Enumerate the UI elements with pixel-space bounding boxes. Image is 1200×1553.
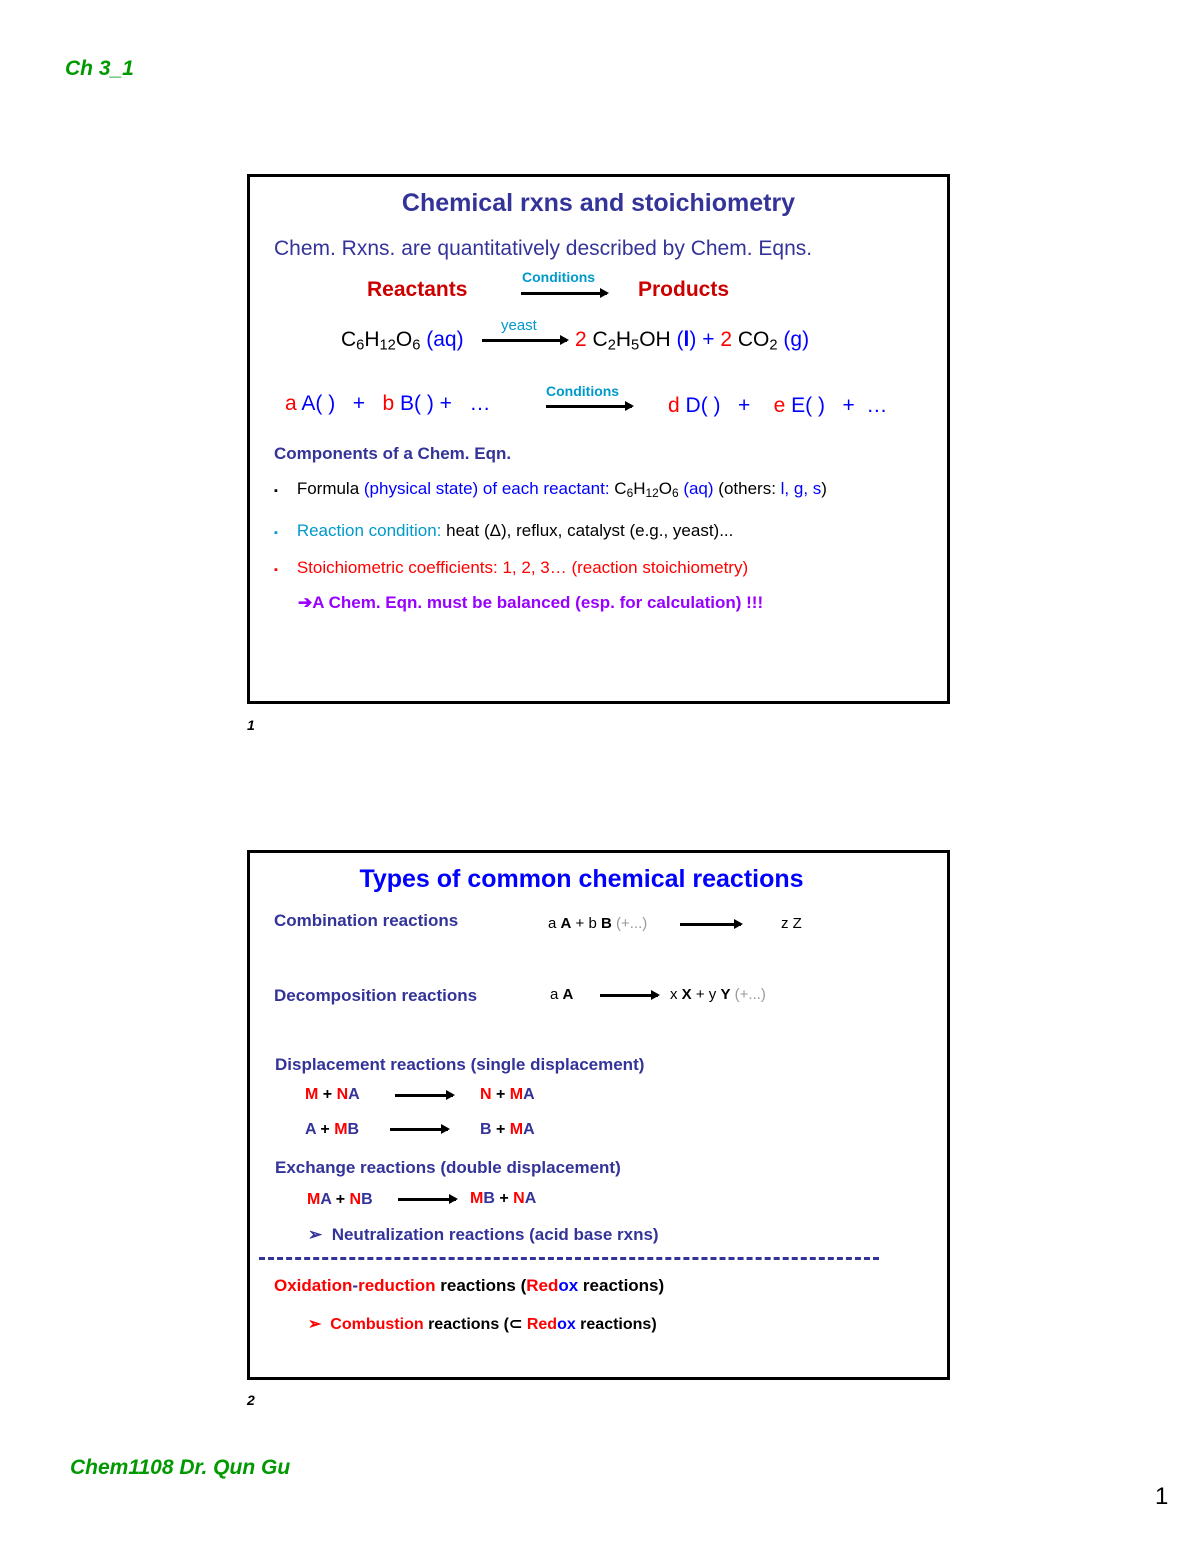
displacement-arrow-2 <box>390 1128 448 1131</box>
decomposition-reactant: a A <box>550 986 574 1003</box>
exchange-arrow <box>398 1198 456 1201</box>
general-reactants: a A( ) + b B( ) + … <box>285 392 491 415</box>
displacement-eq1-left: M + NA <box>305 1086 360 1103</box>
general-products: d D( ) + e E( ) + … <box>668 394 888 417</box>
chapter-label: Ch 3_1 <box>65 57 134 80</box>
decomposition-arrow <box>600 994 658 997</box>
pointer-icon: ➢ <box>308 1225 323 1244</box>
decomposition-products: x X + y Y (+...) <box>670 986 766 1003</box>
redox-label: Oxidation-reduction reactions (Redox reactions) <box>274 1276 665 1295</box>
displacement-eq1-right: N + MA <box>480 1086 535 1103</box>
conditions-label-2: Conditions <box>546 383 620 399</box>
displacement-arrow-1 <box>395 1094 453 1097</box>
exchange-label: Exchange reactions (double displacement) <box>275 1158 621 1177</box>
decomposition-label: Decomposition reactions <box>274 986 478 1005</box>
exchange-eq-right: MB + NA <box>470 1190 537 1207</box>
bullet-marker: ▪ <box>274 485 278 497</box>
exchange-eq-left: MA + NB <box>307 1191 373 1208</box>
slide-1 <box>247 174 950 704</box>
reactants-label: Reactants <box>367 278 468 301</box>
slide-2-number: 2 <box>247 1392 255 1408</box>
balanced-conclusion: ➔A Chem. Eqn. must be balanced (esp. for calculation) !!! <box>298 593 764 612</box>
slide-2 <box>247 850 950 1380</box>
combination-label: Combination reactions <box>274 911 459 930</box>
yeast-label: yeast <box>501 317 537 334</box>
conditions-label: Conditions <box>522 269 596 285</box>
slide-2-title: Types of common chemical reactions <box>359 865 804 893</box>
general-arrow <box>546 405 632 408</box>
pointer-icon: ➢ <box>308 1316 322 1333</box>
slide-1-title: Chemical rxns and stoichiometry <box>401 189 796 217</box>
combustion-item: ➢ Combustion reactions (⊂ Redox reactions) <box>308 1316 657 1333</box>
neutralization-item: ➢ Neutralization reactions (acid base rxns) <box>308 1225 659 1244</box>
products-label: Products <box>638 278 730 301</box>
components-heading: Components of a Chem. Eqn. <box>274 444 512 463</box>
page-number: 1 <box>1155 1483 1169 1510</box>
yeast-arrow <box>482 339 567 342</box>
combination-arrow <box>680 923 741 926</box>
reaction-arrow <box>521 292 607 295</box>
glucose-formula: $C_6H_{12}O_6$ (aq) <box>341 328 464 354</box>
displacement-eq2-right: B + MA <box>480 1121 535 1138</box>
slide-1-number: 1 <box>247 717 255 733</box>
author-footer: Chem1108 Dr. Qun Gu <box>70 1456 291 1479</box>
bullet-stoichiometry: ▪ Stoichiometric coefficients: 1, 2, 3… (reaction stoichiometry) <box>274 558 749 577</box>
bullet-formula: ▪ Formula (physical state) of each reactant: $C_6H_{12}O_6$ (aq) (others: l, g, s) <box>274 479 827 500</box>
slide-1-subtitle: Chem. Rxns. are quantitatively described by Chem. Eqns. <box>274 237 813 260</box>
displacement-eq2-left: A + MB <box>305 1121 360 1138</box>
displacement-label: Displacement reactions (single displacement) <box>275 1055 645 1074</box>
section-divider <box>259 1257 879 1260</box>
ethanol-products: 2 $C_2H_5OH$ (l) + 2 $CO_2$ (g) <box>575 328 810 354</box>
combination-equation: a A + b B (+...) <box>548 915 648 932</box>
combination-product: z Z <box>781 915 802 932</box>
bullet-condition: ▪ Reaction condition: heat (Δ), reflux, catalyst (e.g., yeast)... <box>274 521 734 540</box>
